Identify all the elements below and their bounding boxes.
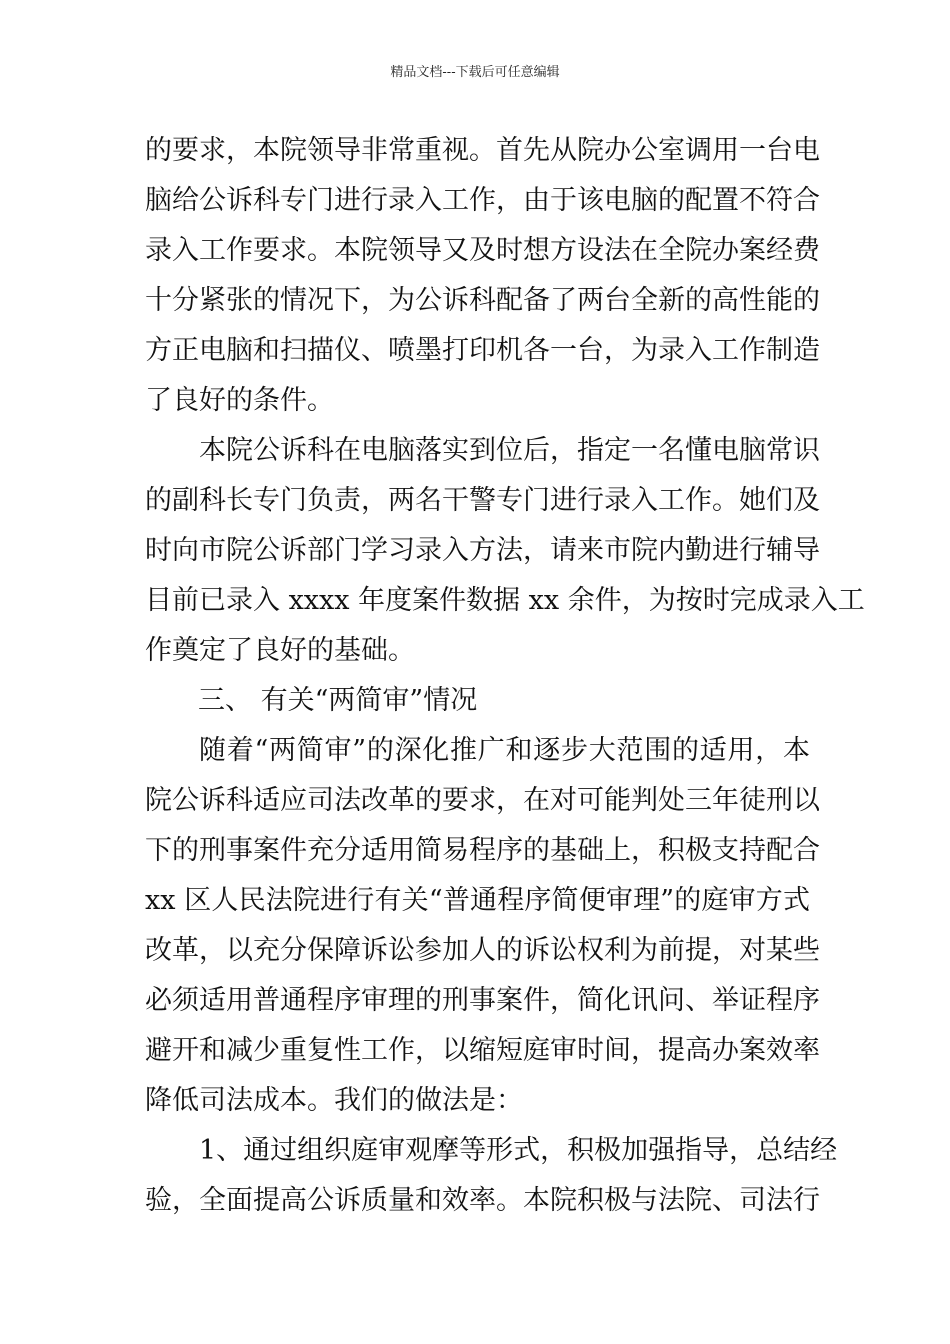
text-line: 下的刑事案件充分适用简易程序的基础上，积极支持配合 (145, 835, 820, 866)
text-line: 目前已录入 xxxx 年度案件数据 xx 余件，为按时完成录入工 (145, 585, 865, 616)
text-line: 降低司法成本。我们的做法是： (145, 1085, 523, 1116)
text-line: 随着“两简审”的深化推广和逐步大范围的适用，本 (199, 735, 810, 766)
text-line: xx 区人民法院进行有关“普通程序简便审理”的庭审方式 (145, 885, 810, 916)
text-line: 作奠定了良好的基础。 (145, 635, 415, 666)
text-line: 本院公诉科在电脑落实到位后，指定一名懂电脑常识 (199, 435, 820, 466)
paragraph-1 (145, 126, 820, 426)
paragraph-2 (145, 426, 865, 676)
text-line: 必须适用普通程序审理的刑事案件，简化讯问、举证程序 (145, 985, 820, 1016)
text-line: 的副科长专门负责，两名干警专门进行录入工作。她们及 (145, 485, 820, 516)
text-line: 1、通过组织庭审观摩等形式，积极加强指导，总结经 (199, 1135, 838, 1166)
text-line: 脑给公诉科专门进行录入工作，由于该电脑的配置不符合 (145, 185, 820, 216)
paragraph-3 (145, 726, 820, 1126)
page-header: 精品文档---下载后可任意编辑 (390, 65, 560, 80)
text-line: 的要求，本院领导非常重视。首先从院办公室调用一台电 (145, 135, 820, 166)
text-line: 院公诉科适应司法改革的要求，在对可能判处三年徒刑以 (145, 785, 820, 816)
text-line: 改革，以充分保障诉讼参加人的诉讼权利为前提，对某些 (145, 935, 820, 966)
text-line: 方正电脑和扫描仪、喷墨打印机各一台，为录入工作制造 (145, 335, 820, 366)
document-body (145, 126, 865, 1226)
text-line: 录入工作要求。本院领导又及时想方设法在全院办案经费 (145, 235, 820, 266)
text-line: 十分紧张的情况下，为公诉科配备了两台全新的高性能的 (145, 285, 820, 316)
text-line: 验，全面提高公诉质量和效率。本院积极与法院、司法行 (145, 1185, 820, 1216)
text-line: 了良好的条件。 (145, 385, 334, 416)
text-line: 时向市院公诉部门学习录入方法，请来市院内勤进行辅导 (145, 535, 820, 566)
paragraph-4 (145, 1126, 838, 1226)
text-line: 避开和减少重复性工作，以缩短庭审时间，提高办案效率 (145, 1035, 820, 1066)
section-heading: 三、 有关“两简审”情况 (198, 685, 478, 716)
